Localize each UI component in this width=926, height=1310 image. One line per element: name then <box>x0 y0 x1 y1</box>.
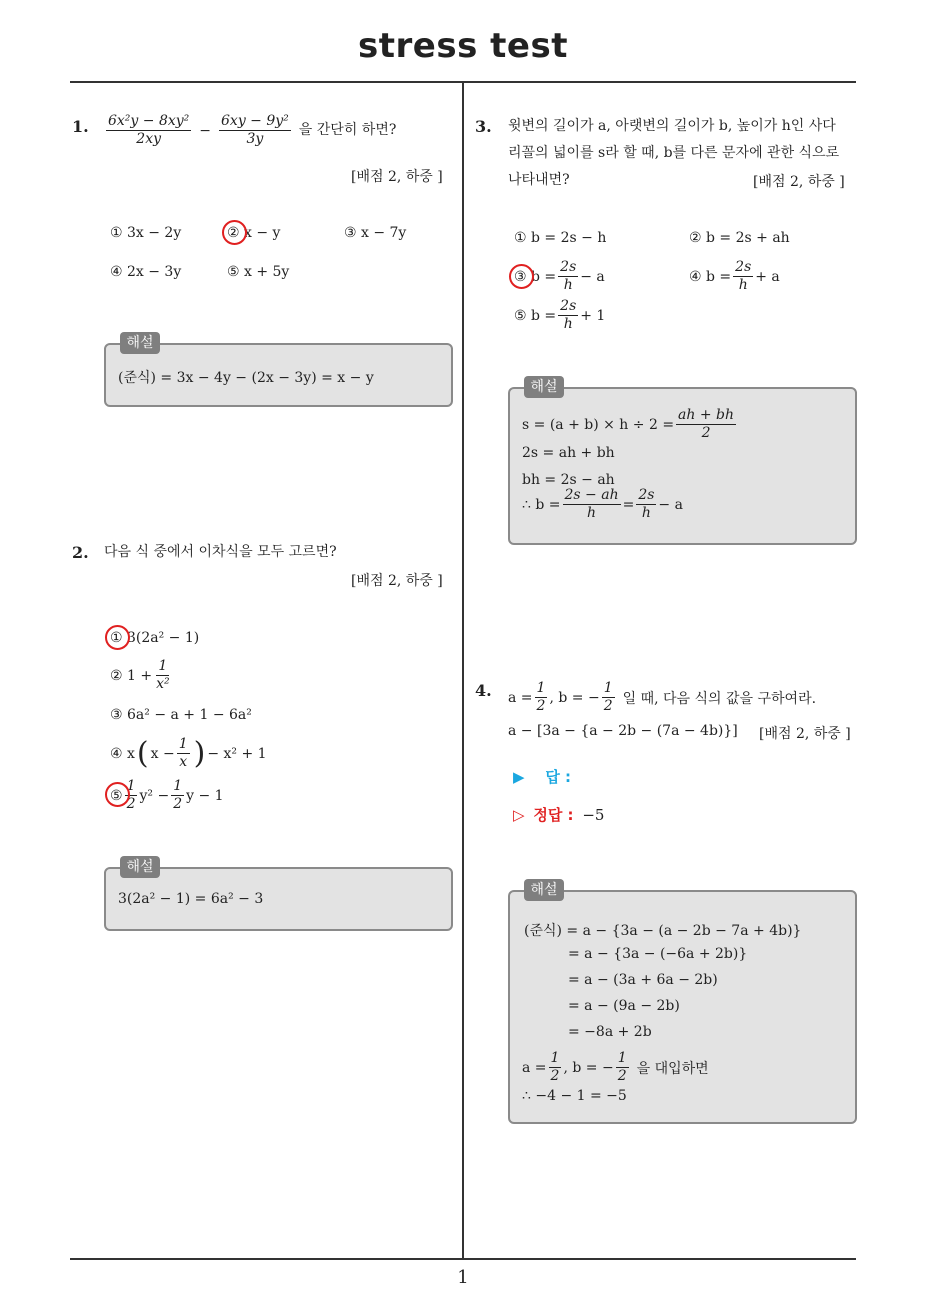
p3-sol-line-4-suffix: − a <box>658 496 683 513</box>
p3-prompt-line-1: 윗변의 길이가 a, 아랫변의 길이가 b, 높이가 h인 사다 <box>508 118 836 134</box>
p4-correct-row <box>513 804 604 825</box>
p4-sub-a-num: 1 <box>550 1050 560 1066</box>
p4-sub-b-den: 2 <box>617 1068 627 1084</box>
p2-choice-2-num: 1 <box>158 658 168 674</box>
p2-meta: [배점 2, 하중 ] <box>351 573 443 589</box>
p2-prompt: 다음 식 중에서 이차식을 모두 고르면? <box>104 544 337 560</box>
p3-choice-5-prefix: ⑤ b = <box>514 307 557 324</box>
p2-choice-4-suffix: − x² + 1 <box>207 745 267 762</box>
p4-sub-b: , b = − <box>563 1059 614 1076</box>
p3-choice-3-prefix: ③ b = <box>514 268 557 285</box>
p2-choice-5-num2: 1 <box>173 778 183 794</box>
p4-cond-a-num: 1 <box>536 680 546 696</box>
p4-cond-a-den: 2 <box>536 698 546 714</box>
p3-choice-4-num: 2s <box>735 259 752 275</box>
p3-sol-line-4-prefix: ∴ b = <box>522 496 561 513</box>
p3-choice-4[interactable] <box>689 259 780 294</box>
p3-choice-4-suffix: + a <box>755 268 780 285</box>
p2-answer-circle-mark-5 <box>105 782 130 807</box>
p1-frac1-num: 6x²y − 8xy² <box>108 113 190 129</box>
p1-solution-text: (준식) = 3x − 4y − (2x − 3y) = x − y <box>118 370 374 386</box>
p1-minus: − <box>199 122 212 139</box>
p1-answer-circle-mark <box>222 220 247 245</box>
problem-2-number: 2. <box>72 543 89 562</box>
p3-sol-line-4-num2: 2s <box>638 487 655 503</box>
p1-prompt: 을 간단히 하면? <box>298 122 397 138</box>
p3-answer-circle-mark <box>509 264 534 289</box>
p2-choice-4[interactable] <box>110 736 267 771</box>
p3-choice-5-suffix: + 1 <box>580 307 606 324</box>
footer-rule <box>70 1258 856 1260</box>
p2-choice-3[interactable]: ③ 6a² − a + 1 − 6a² <box>110 707 252 723</box>
page-number: 1 <box>457 1267 469 1288</box>
p1-choice-4[interactable]: ④ 2x − 3y <box>110 264 182 280</box>
p4-expression: a − [3a − {a − 2b − (7a − 4b)}] <box>508 723 738 739</box>
p1-choice-5[interactable]: ⑤ x + 5y <box>227 264 290 280</box>
p2-solution-tag: 해설 <box>120 856 160 878</box>
p3-sol-line-1 <box>522 407 738 442</box>
answer-arrow-icon: ▶ <box>513 768 525 786</box>
p2-choice-4-num: 1 <box>178 736 188 752</box>
p1-frac2-den: 3y <box>246 131 264 147</box>
p4-sub-b-num: 1 <box>617 1050 627 1066</box>
p2-choice-5-den2: 2 <box>173 796 183 812</box>
p1-solution-tag: 해설 <box>120 332 160 354</box>
problem-1-expression <box>104 113 396 148</box>
p4-answer-row[interactable] <box>513 766 571 787</box>
p3-prompt-line-2: 리꼴의 넓이를 s라 할 때, b를 다른 문자에 관한 식으로 <box>508 145 840 161</box>
column-divider <box>462 82 464 1259</box>
p2-choice-2-prefix: ② 1 + <box>110 667 153 684</box>
p3-solution-tag: 해설 <box>524 376 564 398</box>
p3-choice-4-den: h <box>738 277 748 293</box>
page-title: stress test <box>358 26 568 66</box>
p4-meta: [배점 2, 하중 ] <box>759 726 851 742</box>
p3-sol-line-4-num1: 2s − ah <box>564 487 619 503</box>
p4-sub-a-den: 2 <box>550 1068 560 1084</box>
p2-choice-4-inner: x − <box>150 745 175 762</box>
p3-sol-line-3: bh = 2s − ah <box>522 472 615 488</box>
p3-choice-5-den: h <box>563 316 573 332</box>
p2-choice-2[interactable] <box>110 658 174 693</box>
p3-sol-line-4-den1: h <box>587 505 597 521</box>
p2-answer-circle-mark-1 <box>105 625 130 650</box>
p3-choice-3-suffix: − a <box>580 268 605 285</box>
problem-3-number: 3. <box>475 117 492 136</box>
p3-sol-line-1-prefix: s = (a + b) × h ÷ 2 = <box>522 416 675 433</box>
p4-sol-line-3: = a − (3a + 6a − 2b) <box>568 972 718 988</box>
p4-solution-tag: 해설 <box>524 879 564 901</box>
p2-choice-1[interactable]: ① 3(2a² − 1) <box>110 630 200 646</box>
p4-prompt: 일 때, 다음 식의 값을 구하여라. <box>622 690 817 707</box>
p4-sol-line-2: = a − {3a − (−6a + 2b)} <box>568 946 748 962</box>
p4-sol-line-1: (준식) = a − {3a − (a − 2b − 7a + 4b)} <box>524 923 802 939</box>
correct-arrow-icon: ▷ <box>513 806 525 824</box>
p2-choice-4-den: x <box>179 754 188 770</box>
p2-choice-5-prefix: ⑤ <box>110 787 123 804</box>
p1-frac1-den: 2xy <box>136 131 161 147</box>
p1-frac2-num: 6xy − 9y² <box>221 113 289 129</box>
p3-choice-1[interactable]: ① b = 2s − h <box>514 230 607 246</box>
p4-sub-line <box>522 1050 709 1085</box>
p2-choice-5-num1: 1 <box>126 778 136 794</box>
p3-sol-line-4-den2: h <box>641 505 651 521</box>
p2-choice-5-den1: 2 <box>126 796 136 812</box>
p3-sol-line-1-den: 2 <box>701 425 711 441</box>
p3-sol-line-4-eq: = <box>622 496 635 513</box>
p3-choice-5-num: 2s <box>560 298 577 314</box>
p4-condition <box>508 680 816 715</box>
p3-choice-2[interactable]: ② b = 2s + ah <box>689 230 790 246</box>
p3-sol-line-1-num: ah + bh <box>678 407 735 423</box>
p2-choice-2-den: x² <box>156 676 170 692</box>
p1-choice-2[interactable]: ② x − y <box>227 225 281 241</box>
p3-meta: [배점 2, 하중 ] <box>753 174 845 190</box>
p4-sol-line-5: = −8a + 2b <box>568 1024 652 1040</box>
p4-solution-box <box>508 890 857 1124</box>
p2-close-paren: ) <box>193 735 206 771</box>
p3-solution-box <box>508 387 857 545</box>
p2-choice-4-prefix: ④ x <box>110 745 135 762</box>
p4-answer-label: 답 : <box>545 768 572 786</box>
p3-choice-5[interactable] <box>514 298 605 333</box>
p4-sub-suffix: 을 대입하면 <box>636 1060 709 1077</box>
p4-cond-b-den: 2 <box>603 698 613 714</box>
p2-choice-5-suffix: y − 1 <box>186 787 224 804</box>
problem-4-number: 4. <box>475 681 492 700</box>
p3-choice-4-prefix: ④ b = <box>689 268 732 285</box>
p2-choice-5-mid: y² − <box>139 787 170 804</box>
p3-prompt-line-3: 나타내면? <box>508 172 570 188</box>
p4-cond-b: , b = − <box>549 689 600 706</box>
p3-choice-3-num: 2s <box>560 259 577 275</box>
p3-choice-3-den: h <box>563 277 573 293</box>
problem-1-number: 1. <box>72 117 89 136</box>
p4-cond-a: a = <box>508 689 533 706</box>
p3-sol-line-4 <box>522 487 683 522</box>
p1-choice-3[interactable]: ③ x − 7y <box>344 225 407 241</box>
p4-sub-a: a = <box>522 1059 547 1076</box>
p2-open-paren: ( <box>136 735 149 771</box>
p4-correct-value: −5 <box>582 806 605 824</box>
p4-correct-label: 정답 : <box>533 806 574 824</box>
p1-choice-1[interactable]: ① 3x − 2y <box>110 225 182 241</box>
p4-cond-b-num: 1 <box>603 680 613 696</box>
p3-sol-line-2: 2s = ah + bh <box>522 445 615 461</box>
p4-final-line: ∴ −4 − 1 = −5 <box>522 1088 627 1104</box>
p4-sol-line-4: = a − (9a − 2b) <box>568 998 680 1014</box>
p1-meta: [배점 2, 하중 ] <box>351 169 443 185</box>
p2-solution-text: 3(2a² − 1) = 6a² − 3 <box>118 891 264 907</box>
